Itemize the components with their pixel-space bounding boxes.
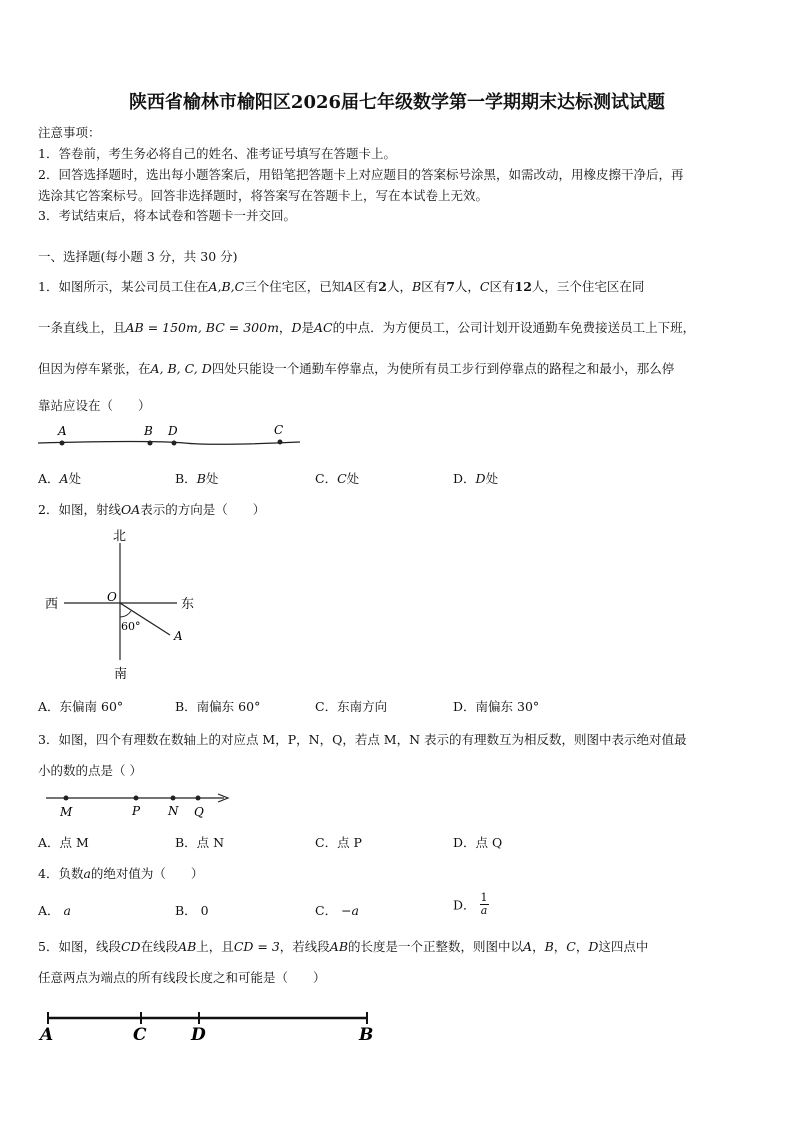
- q3-option-d: D．点 Q: [453, 835, 503, 850]
- q1-line-2: 一条直线上，且AB = 150m, BC = 300m，D是AC的中点．为方便员工，公司计划开设通勤车免费接送员工上下班，: [38, 320, 696, 335]
- q4-option-d-fraction: $\frac{1}{a}$: [480, 891, 488, 918]
- q1-line-3: 但因为停车紧张，在A, B, C, D四处只能设一个通勤车停靠点，为使所有员工步行到停靠点的路程之和最小，那么停: [38, 361, 675, 376]
- q1-label-d: D: [168, 424, 178, 438]
- q5-line-1: 5．如图，线段CD在线段AB上，且CD = 3，若线段AB的长度是一个正整数，则图中以A，B，C，D这四点中: [38, 939, 649, 954]
- q2-label-angle: 60°: [121, 620, 141, 633]
- q2-option-b: B．南偏东 60°: [175, 699, 261, 714]
- q3-line-1: 3．如图，四个有理数在数轴上的对应点 M，P，N，Q，若点 M，N 表示的有理数互为相反数，则图中表示绝对值最: [38, 732, 687, 747]
- q1-point-d: [172, 441, 177, 446]
- q3-option-c: C．点 P: [315, 835, 362, 850]
- q1-option-d: D．D处: [453, 471, 499, 486]
- q5-label-a: A: [40, 1025, 54, 1045]
- notice-item-3: 3．考试结束后，将本试卷和答题卡一并交回。: [38, 208, 296, 223]
- q1-point-b: [148, 441, 153, 446]
- notice-item-2: 2．回答选择题时，选出每小题答案后，用铅笔把答题卡上对应题目的答案标号涂黑，如需改动，用橡皮擦干净后，再: [38, 167, 684, 182]
- q1-option-c: C．C处: [315, 471, 360, 486]
- q1-line-1: 1．如图所示，某公司员工住在A,B,C三个住宅区，已知A区有2人，B区有7人，C区有12人，三个住宅区在同: [38, 279, 645, 294]
- q3-label-p: P: [132, 804, 141, 818]
- q5-label-c: C: [133, 1025, 147, 1045]
- q3-point-n: [171, 796, 176, 801]
- section-heading: 一、选择题(每小题 3 分，共 30 分): [38, 249, 238, 264]
- notice-heading: 注意事项：: [38, 125, 101, 140]
- q1-label-c: C: [274, 423, 284, 437]
- q1-option-b: B．B处: [175, 471, 219, 486]
- q3-option-b: B．点 N: [175, 835, 225, 850]
- q2-label-west: 西: [45, 597, 59, 612]
- q2-option-d: D．南偏东 30°: [453, 699, 540, 714]
- q3-option-a: A．点 M: [38, 835, 89, 850]
- notice-item-1: 1．答卷前，考生务必将自己的姓名、准考证号填写在答题卡上。: [38, 146, 396, 161]
- q4-option-a: A． a: [38, 903, 71, 918]
- q1-point-c: [278, 440, 283, 445]
- q2-label-east: 东: [181, 597, 195, 612]
- q3-label-m: M: [60, 805, 73, 819]
- q2-compass-figure: [40, 525, 210, 685]
- q2-option-a: A．东偏南 60°: [38, 699, 124, 714]
- q2-angle-arc: [120, 611, 131, 617]
- notice-item-2-cont: 选涂其它答案标号。回答非选择题时，将答案写在答题卡上，写在本试卷上无效。: [38, 188, 489, 203]
- q1-figure-line: [34, 418, 314, 454]
- q5-line-2: 任意两点为端点的所有线段长度之和可能是（ ）: [38, 970, 326, 985]
- q3-label-q: Q: [194, 805, 204, 819]
- q3-line-2: 小的数的点是（ ）: [38, 763, 142, 778]
- q2-option-c: C．东南方向: [315, 699, 388, 714]
- q3-number-line: [40, 788, 240, 822]
- q5-label-b: B: [359, 1025, 374, 1045]
- q3-label-n: N: [168, 804, 179, 818]
- q3-point-q: [196, 796, 201, 801]
- q2-label-south: 南: [114, 667, 128, 682]
- q5-segment-figure: [36, 1004, 386, 1046]
- q2-label-o: O: [107, 590, 117, 604]
- q1-option-a: A．A处: [38, 471, 82, 486]
- q3-point-m: [64, 796, 69, 801]
- q2-stem: 2．如图，射线OA表示的方向是（ ）: [38, 502, 266, 517]
- q1-label-b: B: [144, 424, 153, 438]
- q3-point-p: [134, 796, 139, 801]
- q1-line-4: 靠站应设在（ ）: [38, 398, 151, 413]
- q5-label-d: D: [191, 1025, 206, 1045]
- q4-option-c: C． −a: [315, 903, 359, 918]
- q1-label-a: A: [58, 424, 67, 438]
- q1-point-a: [60, 441, 65, 446]
- q2-label-north: 北: [113, 529, 127, 544]
- q2-label-a: A: [174, 629, 183, 643]
- page-title: 陕西省榆林市榆阳区2026届七年级数学第一学期期末达标测试试题: [128, 92, 666, 113]
- q4-option-b: B． 0: [175, 903, 209, 918]
- q4-option-d: D． $\frac{1}{a}$: [453, 891, 488, 918]
- q4-stem: 4．负数a的绝对值为（ ）: [38, 866, 204, 881]
